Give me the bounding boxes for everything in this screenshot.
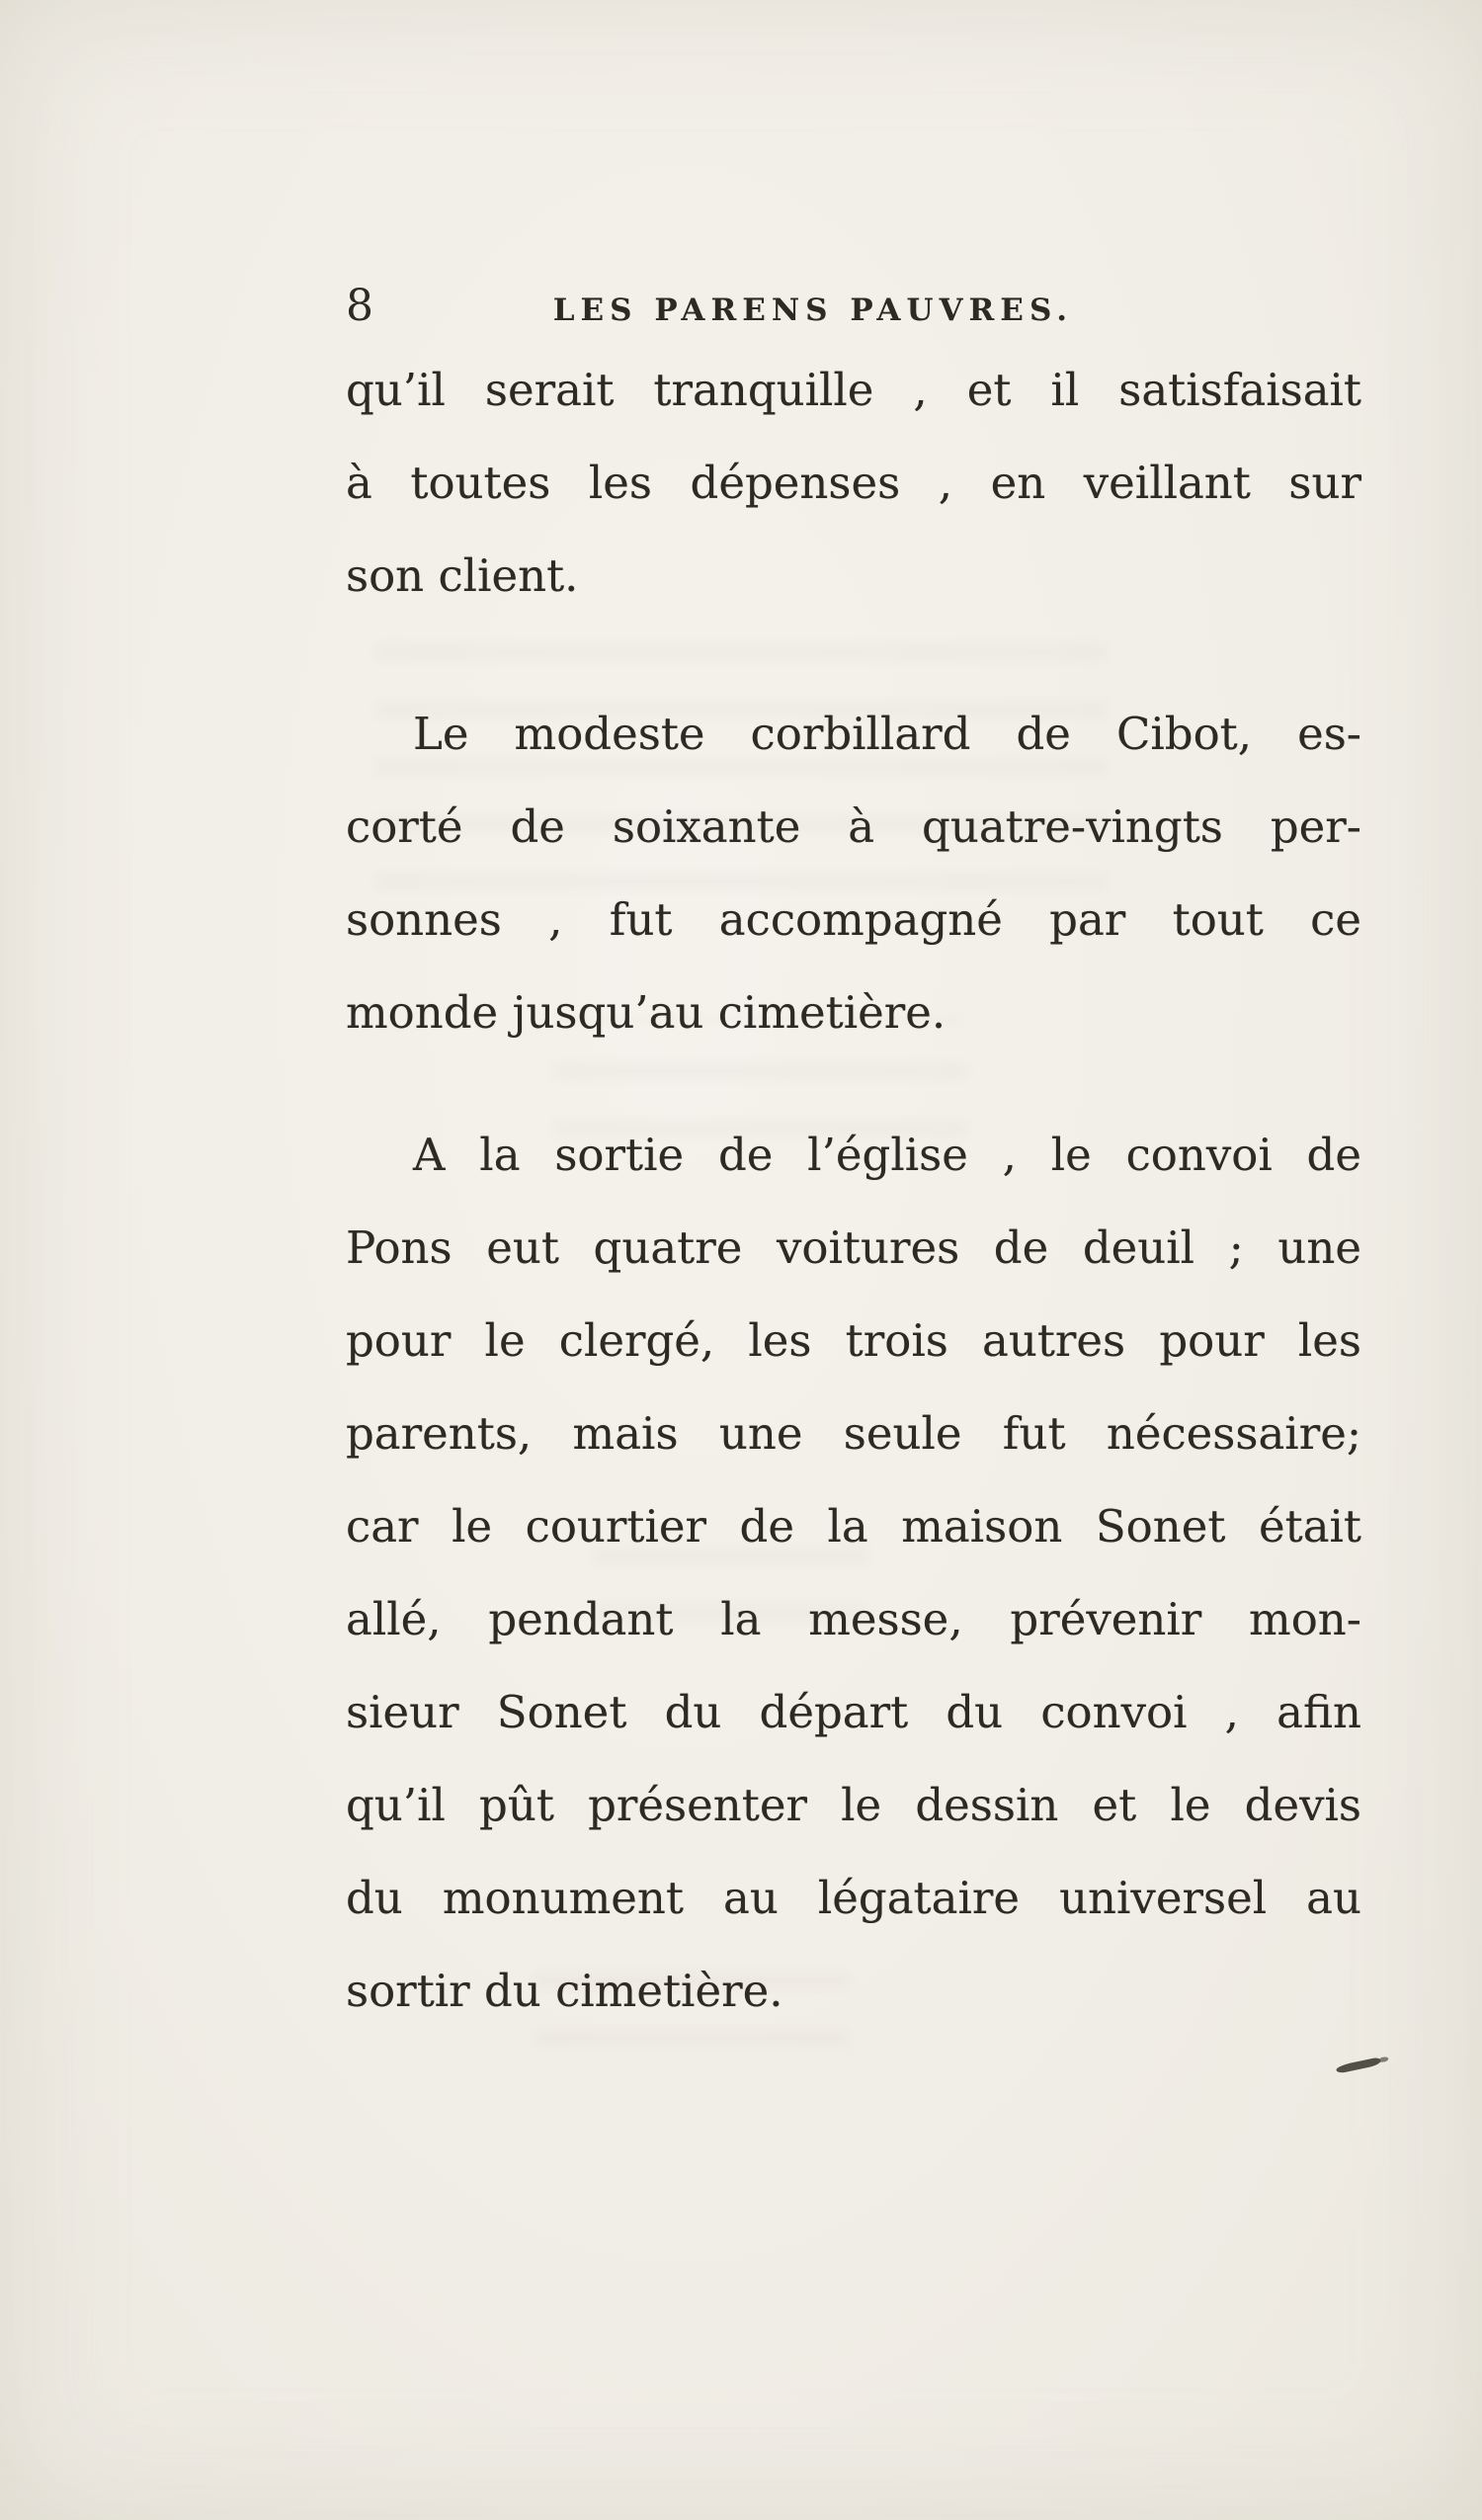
text-line: sieur Sonet du départ du convoi , afin	[346, 1686, 1361, 1738]
running-title: LES PARENS PAUVRES.	[552, 293, 1074, 328]
paragraph	[346, 688, 1361, 1059]
text-line: A la sortie de l’église , le convoi de	[413, 1129, 1361, 1181]
page-number: 8	[346, 281, 374, 331]
text-line: corté de soixante à quatre-vingts per-	[346, 800, 1361, 853]
paragraph	[346, 344, 1361, 623]
text-line: à toutes les dépenses , en veillant sur	[346, 457, 1361, 509]
text-line: car le courtier de la maison Sonet était	[346, 1500, 1361, 1553]
text-line: du monument au légataire universel au	[346, 1872, 1361, 1924]
page-header	[346, 269, 1361, 331]
text-line: Le modeste corbillard de Cibot, es-	[413, 708, 1361, 760]
text-line: monde jusqu’au cimetière.	[346, 986, 947, 1039]
paragraph	[346, 1109, 1361, 2038]
text-line: son client.	[346, 549, 579, 602]
text-line: qu’il serait tranquille , et il satisfaisait	[346, 364, 1361, 416]
text-line: sortir du cimetière.	[346, 1965, 783, 2017]
text-line: parents, mais une seule fut nécessaire;	[346, 1407, 1361, 1460]
text-line: pour le clergé, les trois autres pour les	[346, 1314, 1361, 1367]
text-line: allé, pendant la messe, prévenir mon-	[346, 1593, 1361, 1645]
text-line: sonnes , fut accompagné par tout ce	[346, 893, 1361, 946]
text-line: Pons eut quatre voitures de deuil ; une	[346, 1221, 1361, 1274]
text-line: qu’il pût présenter le dessin et le devis	[346, 1779, 1361, 1831]
ink-smudge-mark	[1336, 2057, 1382, 2073]
body-text	[346, 344, 1361, 2038]
